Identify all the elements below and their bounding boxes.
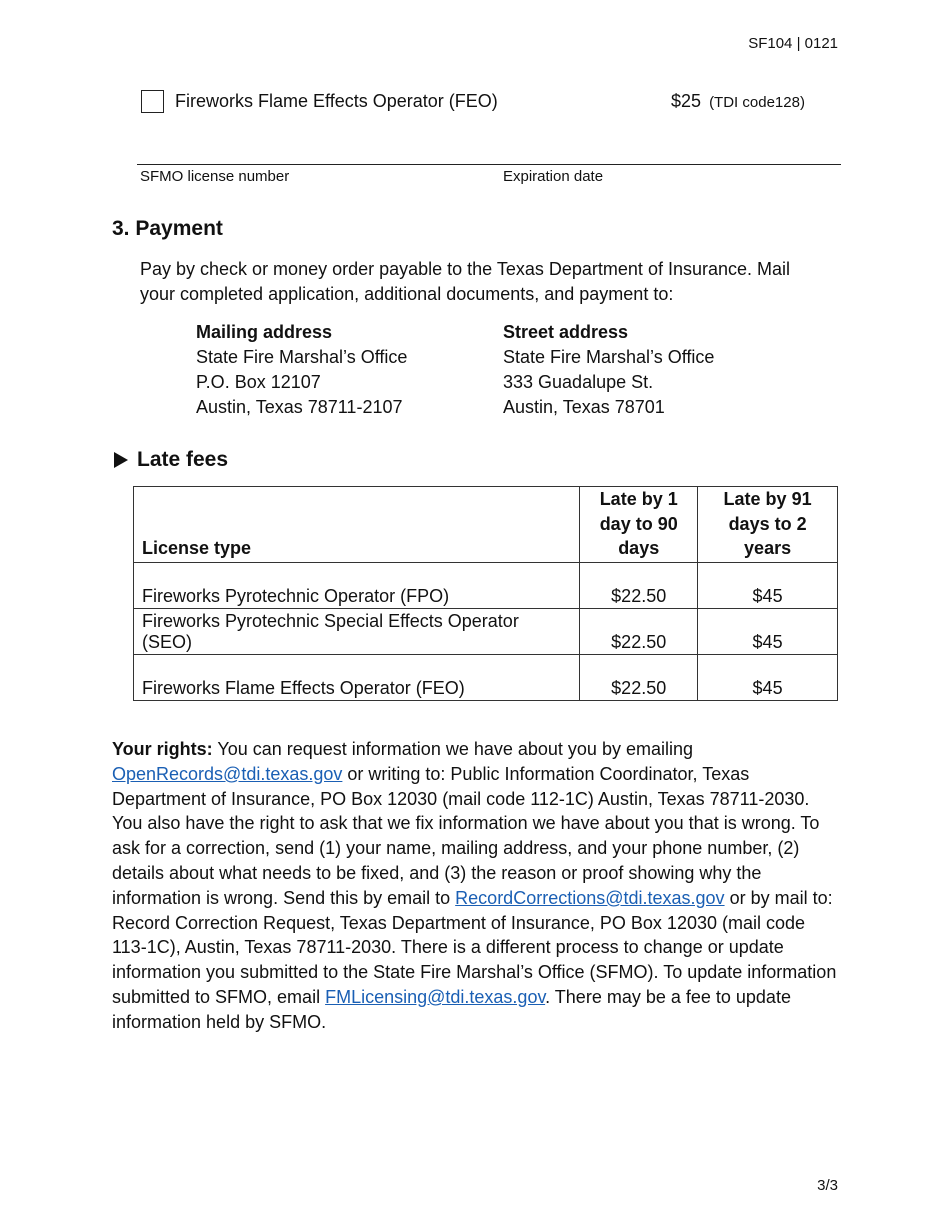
triangle-right-icon [114, 452, 128, 468]
page-number: 3/3 [817, 1177, 838, 1194]
row-late-91-2y: $45 [698, 654, 838, 700]
rights-text-2: or writing to: Public Information Coordinator, Texas Department of Insurance, PO Box 12030 (mail code 112-1C) Austin, Texas 78711-2030. You also have the right to ask that we fix information we have about you that is wrong. To ask for a correction, send (1) your name, mailing address, and your phone number, (2) details about what needs to be fixed, and (3) the reason or proof showing why the information is wrong. Send this by email to [112, 763, 820, 908]
rights-text-1: You can request information we have about you by emailing [212, 739, 693, 759]
late-fees-heading[interactable] [114, 448, 228, 472]
mailing-address-line3: Austin, Texas 78711-2107 [196, 397, 403, 417]
header-late-1-90-line3: days [618, 538, 660, 558]
row-late-91-2y: $45 [698, 562, 838, 608]
mailing-address-title: Mailing address [196, 322, 333, 342]
open-records-email-link[interactable]: OpenRecords@tdi.texas.gov [112, 763, 343, 784]
payment-instructions-line1: Pay by check or money order payable to the Texas Department of Insurance. Mail [140, 259, 791, 279]
form-code: SF104 | 0121 [748, 35, 838, 52]
payment-heading: 3. Payment [112, 217, 223, 240]
header-license-type: License type [134, 487, 580, 563]
street-address [503, 320, 714, 420]
table-row [134, 608, 838, 654]
street-address-line1: State Fire Marshal’s Office [503, 347, 715, 367]
license-fields-line [137, 164, 841, 165]
feo-checkbox[interactable] [141, 90, 164, 113]
table-row [134, 562, 838, 608]
table-header-row [134, 487, 838, 563]
license-option-feo [141, 90, 805, 114]
header-late-1-90 [580, 487, 698, 563]
header-late-91-2y-line2: days to 2 [728, 513, 807, 534]
rights-label: Your rights: [112, 739, 213, 759]
row-late-1-90: $22.50 [580, 608, 698, 654]
fee-amount: $25 [671, 91, 702, 111]
fee-code: (TDI code128) [709, 94, 805, 111]
street-address-line3: Austin, Texas 78701 [503, 397, 665, 417]
mailing-address-line2: P.O. Box 12107 [196, 372, 321, 392]
license-number-label: SFMO license number [140, 168, 290, 185]
rights-paragraph [112, 737, 842, 1035]
mailing-address [196, 320, 407, 420]
street-address-line2: 333 Guadalupe St. [503, 372, 654, 392]
header-late-91-2y [698, 487, 838, 563]
row-license-type: Fireworks Flame Effects Operator (FEO) [134, 654, 580, 700]
late-fees-heading-label: Late fees [137, 448, 229, 471]
payment-instructions-line2: your completed application, additional documents, and payment to: [140, 284, 674, 304]
row-license-type: Fireworks Pyrotechnic Special Effects Operator (SEO) [134, 608, 580, 654]
late-fees-table [133, 486, 838, 701]
rights-text-4: . There may be a fee to update information held by SFMO. [112, 986, 791, 1032]
row-late-1-90: $22.50 [580, 562, 698, 608]
header-late-1-90-line2: day to 90 [599, 513, 678, 534]
header-late-1-90-line1: Late by 1 [599, 489, 678, 509]
table-row [134, 654, 838, 700]
expiration-date-label: Expiration date [503, 168, 604, 185]
record-corrections-email-link[interactable]: RecordCorrections@tdi.texas.gov [455, 887, 725, 908]
license-fee [671, 91, 805, 112]
row-late-91-2y: $45 [698, 608, 838, 654]
row-license-type: Fireworks Pyrotechnic Operator (FPO) [134, 562, 580, 608]
mailing-address-line1: State Fire Marshal’s Office [196, 347, 408, 367]
street-address-title: Street address [503, 322, 629, 342]
rights-text-3: or by mail to: Record Correction Request, Texas Department of Insurance, PO Box 12030 (mail code 113-1C), Austin, Texas 78711-2030. There is a different process to change or update information you submitted to the State Fire Marshal’s Office (SFMO). To update information submitted to SFMO, email [112, 887, 837, 1007]
payment-instructions [140, 257, 790, 307]
header-late-91-2y-line3: years [744, 538, 792, 558]
license-option-label: Fireworks Flame Effects Operator (FEO) [175, 91, 498, 111]
header-late-91-2y-line1: Late by 91 [723, 489, 812, 509]
row-late-1-90: $22.50 [580, 654, 698, 700]
fm-licensing-email-link[interactable]: FMLicensing@tdi.texas.gov [325, 986, 546, 1007]
